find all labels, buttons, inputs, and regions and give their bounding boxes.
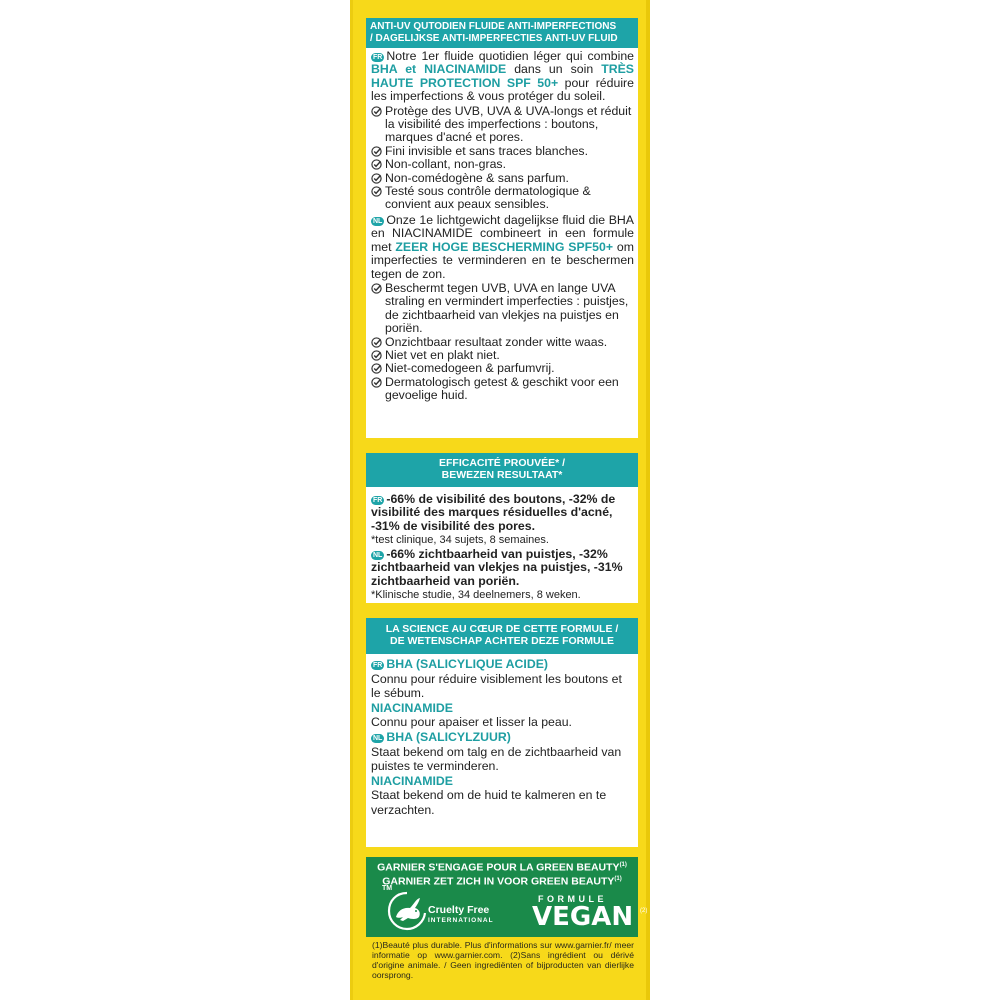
nl-flag-icon: NL (373, 734, 383, 742)
fr-benefit-text: Testé sous contrôle dermatologique & convient aux peaux sensibles. (385, 184, 591, 212)
check-icon (371, 159, 382, 170)
fr-benefit-item (371, 172, 634, 185)
nl-benefit-item (371, 362, 634, 375)
fr-bha-heading-text: BHA (SALICYLIQUE ACIDE) (386, 657, 549, 671)
fr-intro-text-1: Notre 1er fluide quotidien léger qui combine (386, 49, 634, 63)
formule-label: FORMULE (538, 894, 607, 904)
nl-benefit-item (371, 336, 634, 349)
check-icon (371, 350, 382, 361)
green-beauty-sup-1: (1) (619, 862, 627, 868)
nl-benefit-text: Niet vet en plakt niet. (385, 347, 500, 362)
check-icon (371, 186, 382, 197)
green-beauty-band (366, 857, 648, 937)
nl-benefit-text: Onzichtbaar resultaat zonder witte waas. (385, 334, 608, 349)
product-title-nl: / DAGELIJKSE ANTI-IMPERFECTIES ANTI-UV FLUID (370, 33, 618, 44)
check-icon (371, 173, 382, 184)
fr-intro-highlight-1: BHA et NIACINAMIDE (371, 62, 507, 77)
fr-intro-highlight-2: TRÈS HAUTE PROTECTION SPF 50+ (371, 62, 634, 90)
nl-flag-icon: NL (373, 551, 383, 559)
efficacy-header (366, 453, 638, 487)
description-panel (366, 18, 638, 438)
fr-benefit-item (371, 185, 634, 212)
fr-result (371, 493, 634, 533)
fr-benefit-text: Non-collant, non-gras. (385, 157, 506, 172)
fr-benefit-text: Protège des UVB, UVA & UVA-longs et réduit la visibilité des imperfections : boutons, marques d'acné et pores. (385, 103, 632, 145)
nl-flag-icon: NL (373, 217, 383, 225)
vegan-label: VEGAN (532, 902, 634, 932)
efficacy-body (366, 487, 638, 604)
check-icon (371, 337, 382, 348)
efficacy-title-1: EFFICACITÉ PROUVÉE* / (438, 457, 565, 469)
efficacy-title-2: BEWEZEN RESULTAAT* (441, 469, 563, 481)
nl-benefit-text: Niet-comedogeen & parfumvrij. (385, 361, 555, 376)
leaping-bunny-icon (386, 890, 428, 932)
nl-bha-heading-text: BHA (SALICYLZUUR) (386, 729, 511, 744)
science-header (366, 618, 638, 654)
fr-benefit-item (371, 158, 634, 171)
trademark-mark: TM (382, 885, 393, 892)
product-title-fr: ANTI-UV QUTODIEN FLUIDE ANTI-IMPERFECTIONS (370, 21, 617, 32)
nl-benefit-item (371, 376, 634, 403)
science-body (366, 654, 638, 820)
fr-flag-icon: FR (373, 662, 383, 669)
fr-bha-text: Connu pour réduire visiblement les boutons et le sébum. (371, 671, 622, 701)
science-title-2: DE WETENSCHAP ACHTER DEZE FORMULE (389, 635, 614, 647)
check-icon (371, 106, 382, 117)
box-fold-edge-left (350, 0, 353, 1000)
green-beauty-line-2: GARNIER ZET ZICH IN VOOR GREEN BEAUTY (382, 875, 615, 887)
green-beauty-line-1: GARNIER S'ENGAGE POUR LA GREEN BEAUTY (377, 861, 620, 874)
nl-intro-text-2: om imperfecties te verminderen en te beschermen tegen de zon. (371, 239, 635, 281)
fr-result-note: *test clinique, 34 sujets, 8 semaines. (371, 534, 549, 547)
description-body (366, 48, 638, 405)
product-title-header (366, 18, 638, 48)
fr-flag-icon: FR (373, 497, 383, 504)
fr-benefit-list (371, 105, 634, 212)
fr-flag-icon: FR (373, 54, 383, 61)
green-beauty-title (366, 857, 638, 887)
fr-benefit-item (371, 145, 634, 158)
check-icon (371, 377, 382, 388)
footnote: (1)Beauté plus durable. Plus d'informations sur www.garnier.fr/ meer informatie op www.garnier.com. (2)Sans ingrédient ou dérivé d'origine animale. / Geen ingrediënten of bijproducten van dierlijke oorsprong. (372, 940, 634, 980)
nl-intro (371, 214, 634, 281)
science-title-1: LA SCIENCE AU CŒUR DE CETTE FORMULE / (385, 623, 619, 635)
nl-benefit-item (371, 282, 634, 336)
cruelty-free-label: Cruelty Free (428, 904, 490, 916)
nl-bha-heading (371, 730, 634, 745)
nl-benefit-text: Dermatologisch getest & geschikt voor een gevoelige huid. (385, 374, 619, 403)
nl-benefit-text: Beschermt tegen UVB, UVA en lange UVA straling en vermindert imperfecties : puistjes, de zichtbaarheid van vlekjes na puistjes en poriën. (385, 280, 629, 336)
vegan-sup: (2) (640, 908, 648, 914)
fr-intro-text-3: pour réduire les imperfections & vous protéger du soleil. (371, 75, 634, 104)
fr-niacinamide-text: Connu pour apaiser et lisser la peau. (371, 715, 572, 730)
science-panel (366, 618, 638, 847)
fr-benefit-text: Fini invisible et sans traces blanches. (385, 143, 588, 158)
check-icon (371, 363, 382, 374)
nl-result (371, 548, 634, 588)
nl-bha-text: Staat bekend om talg en de zichtbaarheid van puistes te verminderen. (371, 744, 622, 774)
nl-result-note: *Klinische studie, 34 deelnemers, 8 weken. (371, 588, 581, 601)
fr-intro (371, 50, 634, 104)
fr-niacinamide-heading: NIACINAMIDE (371, 700, 453, 715)
packaging-side-panel (350, 0, 650, 1000)
fr-intro-text-2: dans un soin (506, 62, 602, 77)
fr-result-text: -66% de visibilité des boutons, -32% de visibilité des marques résiduelles d'acné, -31% de visibilité des pores. (371, 492, 616, 533)
nl-intro-text-1: Onze 1e lichtgewicht dagelijkse fluid die BHA en NIACINAMIDE combineert in een formule met (371, 212, 634, 254)
nl-result-text: -66% zichtbaarheid van puistjes, -32% zichtbaarheid van vlekjes na puistjes, -31% zichtbaarheid van poriën. (371, 546, 623, 588)
check-icon (371, 283, 382, 294)
efficacy-panel (366, 453, 638, 603)
fr-benefit-item (371, 105, 634, 145)
nl-niacinamide-heading: NIACINAMIDE (371, 773, 453, 788)
nl-benefit-item (371, 349, 634, 362)
check-icon (371, 146, 382, 157)
fr-benefit-text: Non-comédogène & sans parfum. (385, 170, 569, 185)
box-fold-edge-right (646, 0, 650, 1000)
certification-logos (366, 884, 648, 936)
nl-intro-highlight: ZEER HOGE BESCHERMING SPF50+ (395, 239, 614, 254)
cruelty-free-international-label: INTERNATIONAL (428, 917, 494, 924)
green-beauty-sup-2: (1) (614, 875, 622, 882)
nl-benefit-list (371, 282, 634, 403)
fr-bha-heading (371, 657, 634, 672)
nl-niacinamide-text: Staat bekend om de huid te kalmeren en te verzachten. (371, 788, 607, 817)
